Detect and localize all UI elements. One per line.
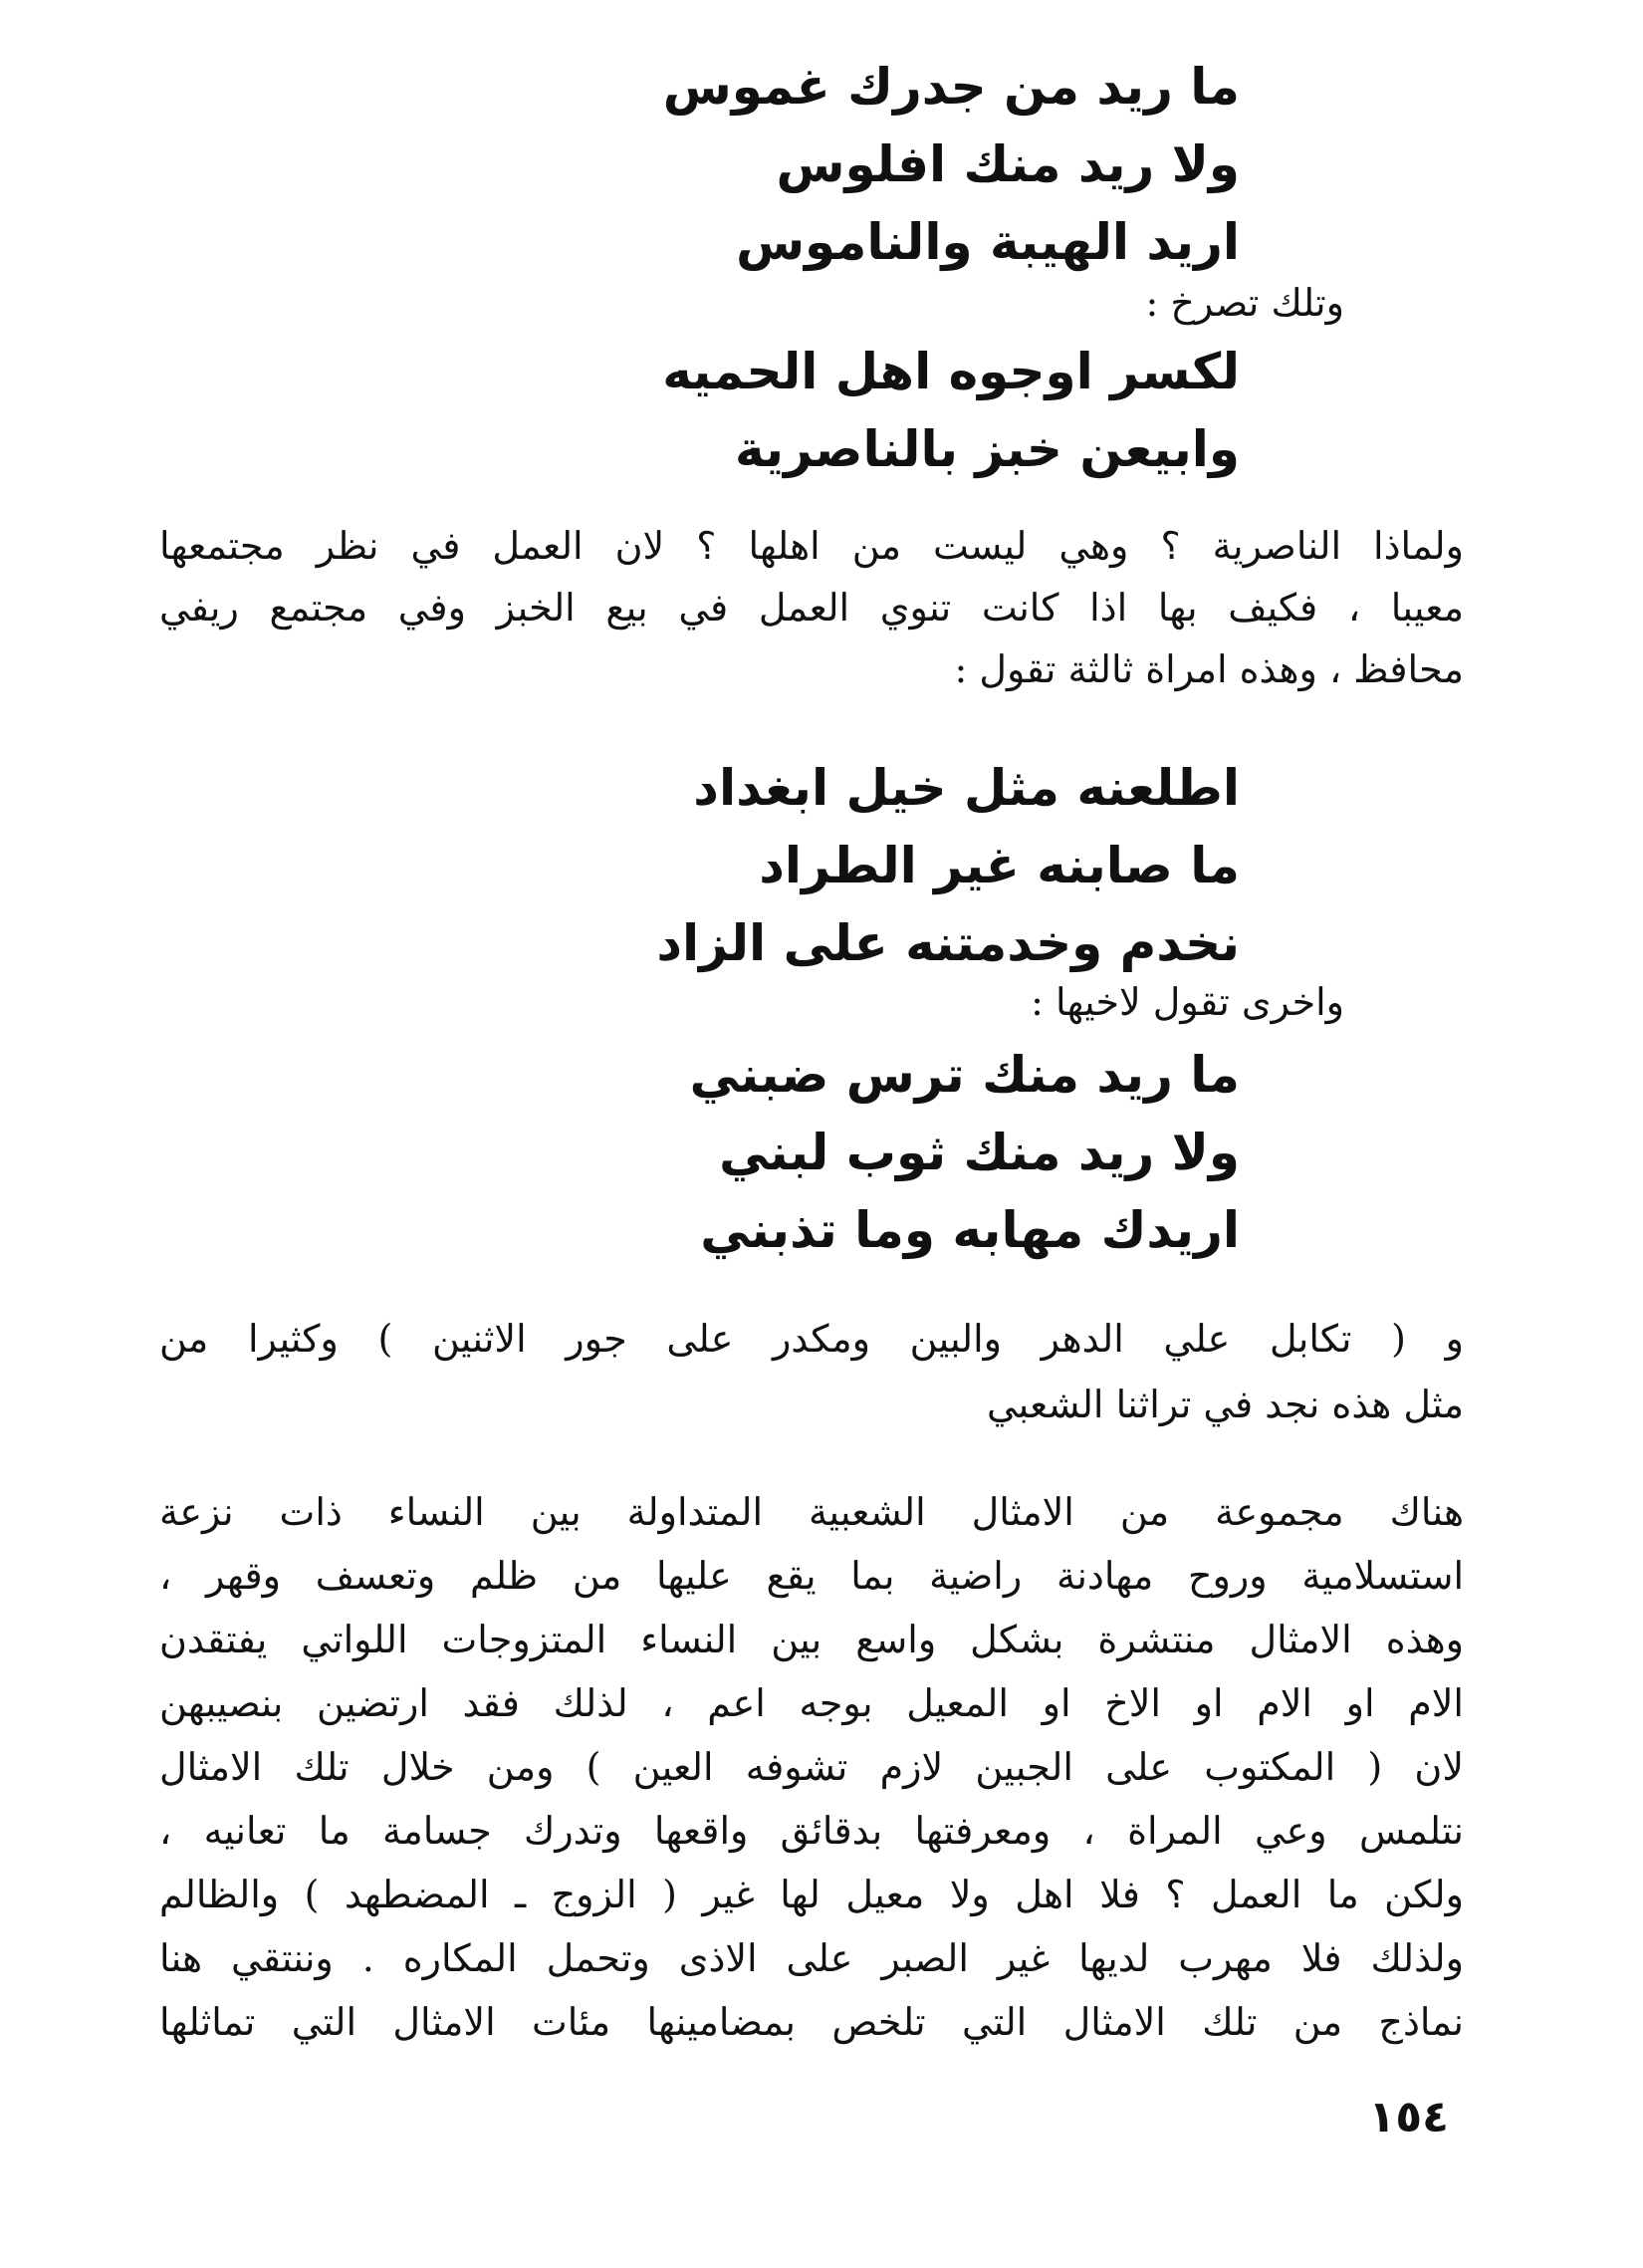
- verse-block-4: [690, 1036, 1240, 1269]
- paragraph-line: الام او الام او الاخ او المعيل بوجه اعم ، لذلك فقد ارتضين بنصيبهن: [159, 1681, 1464, 1725]
- verse-line: اريد الهيبة والناموس: [736, 213, 1240, 271]
- verse-line: ما صابنه غير الطراد: [759, 837, 1240, 894]
- verse-line: اطلعنه مثل خيل ابغداد: [693, 759, 1240, 817]
- verse-line: ولا ريد منك ثوب لبني: [719, 1124, 1240, 1181]
- intro-line-2: واخرى تقول لاخيها :: [1031, 980, 1344, 1024]
- verse-line: ولا ريد منك افلوس: [776, 135, 1240, 193]
- paragraph-3: [159, 1490, 1464, 2064]
- paragraph-line: لان ( المكتوب على الجبين لازم تشوفه العين ) ومن خلال تلك الامثال: [159, 1745, 1464, 1789]
- paragraph-line: استسلامية وروح مهادنة راضية بما يقع عليها من ظلم وتعسف وقهر ،: [159, 1554, 1464, 1598]
- paragraph-line: ولماذا الناصرية ؟ وهي ليست من اهلها ؟ لان العمل في نظر مجتمعها: [159, 524, 1464, 568]
- paragraph-line: محافظ ، وهذه امراة ثالثة تقول :: [954, 647, 1464, 691]
- verse-block-2: [662, 333, 1240, 488]
- paragraph-line: نتلمس وعي المراة ، ومعرفتها بدقائق واقعها وتدرك جسامة ما تعانيه ،: [159, 1809, 1464, 1853]
- verse-block-3: [656, 749, 1240, 982]
- page-number: ١٥٤: [1368, 2092, 1449, 2142]
- verse-block-1: [663, 48, 1240, 281]
- intro-line-1: وتلك تصرخ :: [1145, 281, 1344, 325]
- paragraph-line: ولذلك فلا مهرب لديها غير الصبر على الاذى وتحمل المكاره . وننتقي هنا: [159, 1936, 1464, 1980]
- verse-line: نخدم وخدمتنه على الزاد: [656, 914, 1240, 972]
- paragraph-1: [159, 524, 1464, 709]
- paragraph-line: معيبا ، فكيف بها اذا كانت تنوي العمل في بيع الخبز وفي مجتمع ريفي: [159, 586, 1464, 630]
- verse-line: ما ريد من جدرك غموس: [662, 58, 1240, 116]
- paragraph-line: وهذه الامثال منتشرة بشكل واسع بين النساء المتزوجات اللواتي يفتقدن: [159, 1618, 1464, 1661]
- verse-line: ما ريد منك ترس ضبني: [689, 1046, 1240, 1104]
- paragraph-line: هناك مجموعة من الامثال الشعبية المتداولة بين النساء ذات نزعة: [159, 1490, 1464, 1534]
- paragraph-line: و ( تكابل علي الدهر والبين ومكدر على جور الاثنين ) وكثيرا من: [159, 1317, 1464, 1361]
- paragraph-2: [159, 1317, 1464, 1444]
- verse-line: وابيعن خبز بالناصرية: [734, 420, 1240, 478]
- verse-line: اريدك مهابه وما تذبني: [700, 1201, 1240, 1259]
- verse-line: لكسر اوجوه اهل الحميه: [662, 343, 1240, 400]
- paragraph-line: نماذج من تلك الامثال التي تلخص بمضامينها مئات الامثال التي تماثلها: [159, 2000, 1464, 2044]
- paragraph-line: مثل هذه نجد في تراثنا الشعبي: [986, 1383, 1464, 1426]
- paragraph-line: ولكن ما العمل ؟ فلا اهل ولا معيل لها غير ( الزوج ـ المضطهد ) والظالم: [159, 1873, 1464, 1916]
